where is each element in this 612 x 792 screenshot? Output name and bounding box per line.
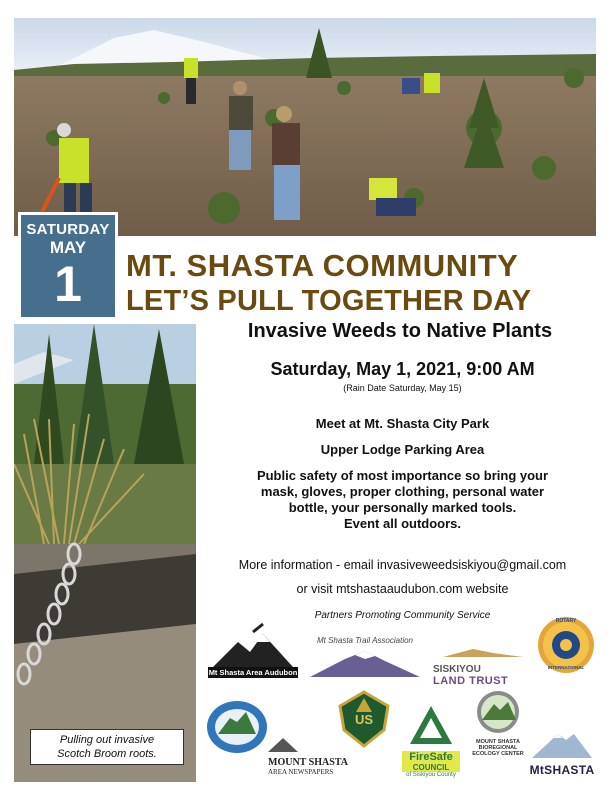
firesafe-line-2: COUNCIL — [402, 763, 460, 772]
safety-notice — [205, 468, 600, 532]
date-badge — [18, 212, 118, 320]
rotary-bottom-text: INTERNATIONAL — [547, 665, 585, 670]
news-line-1: MOUNT SHASTA — [268, 757, 348, 768]
visit-mt-shasta-text: MtSHASTA — [529, 763, 595, 777]
bioregional-line-2: BIOREGIONAL — [478, 745, 518, 751]
safety-line-1: Public safety of most importance so bring your — [256, 468, 549, 483]
trail-association-logo — [305, 636, 425, 686]
meet-location: Meet at Mt. Shasta City Park — [315, 416, 490, 431]
safety-line-2: mask, gloves, proper clothing, personal water — [260, 484, 545, 499]
news-line-2: AREA NEWSPAPERS — [268, 768, 334, 776]
rotary-top-text: ROTARY — [555, 618, 577, 624]
scotch-broom-photo — [14, 324, 196, 782]
safety-line-3: bottle, your personally marked tools. — [288, 500, 517, 515]
badge-month: MAY — [49, 238, 87, 257]
forest-service-text: US — [354, 712, 374, 727]
meet-parking: Upper Lodge Parking Area — [320, 442, 485, 457]
bioregional-logo — [468, 690, 528, 770]
audubon-logo — [208, 622, 298, 680]
siskiyou-land-trust-logo — [433, 645, 529, 687]
photo-caption — [30, 729, 184, 765]
rotary-logo — [537, 616, 595, 674]
partners-heading: Partners Promoting Community Service — [314, 610, 491, 621]
headline-line-1: MT. SHASTA COMMUNITY — [126, 248, 519, 283]
forest-service-logo — [338, 690, 390, 748]
badge-day-number: 1 — [54, 256, 82, 312]
website-visit: or visit mtshastaaudubon.com website — [296, 582, 509, 596]
bioregional-line-1: MOUNT SHASTA — [476, 739, 520, 745]
more-info-email: More information - email invasiveweedsiskiyou@gmail.com — [238, 558, 567, 572]
slt-line-1: SISKIYOU — [433, 664, 481, 675]
slt-line-2: LAND TRUST — [433, 675, 509, 687]
firesafe-line-3: of Siskiyou County — [406, 772, 456, 778]
firesafe-line-1: FireSafe — [402, 751, 460, 763]
audubon-logo-text: Mt Shasta Area Audubon — [208, 668, 298, 677]
caption-line-2: Scotch Broom roots. — [57, 748, 157, 760]
visit-mt-shasta-logo — [528, 730, 596, 782]
safety-line-4: Event all outdoors. — [343, 516, 461, 531]
subtitle: Invasive Weeds to Native Plants — [247, 320, 553, 342]
caption-line-1: Pulling out invasive — [59, 734, 155, 746]
rain-date: (Rain Date Saturday, May 15) — [343, 383, 462, 393]
conservancy-logo — [206, 700, 268, 754]
badge-day-of-week: SATURDAY — [26, 221, 110, 238]
bioregional-line-3: ECOLOGY CENTER — [472, 751, 524, 757]
volunteers-hillside-photo — [14, 18, 596, 236]
trail-association-text: Mt Shasta Trail Association — [316, 636, 414, 645]
firesafe-logo — [402, 706, 460, 786]
event-date-time: Saturday, May 1, 2021, 9:00 AM — [270, 359, 535, 379]
headline-line-2: LET’S PULL TOGETHER DAY — [126, 285, 532, 317]
